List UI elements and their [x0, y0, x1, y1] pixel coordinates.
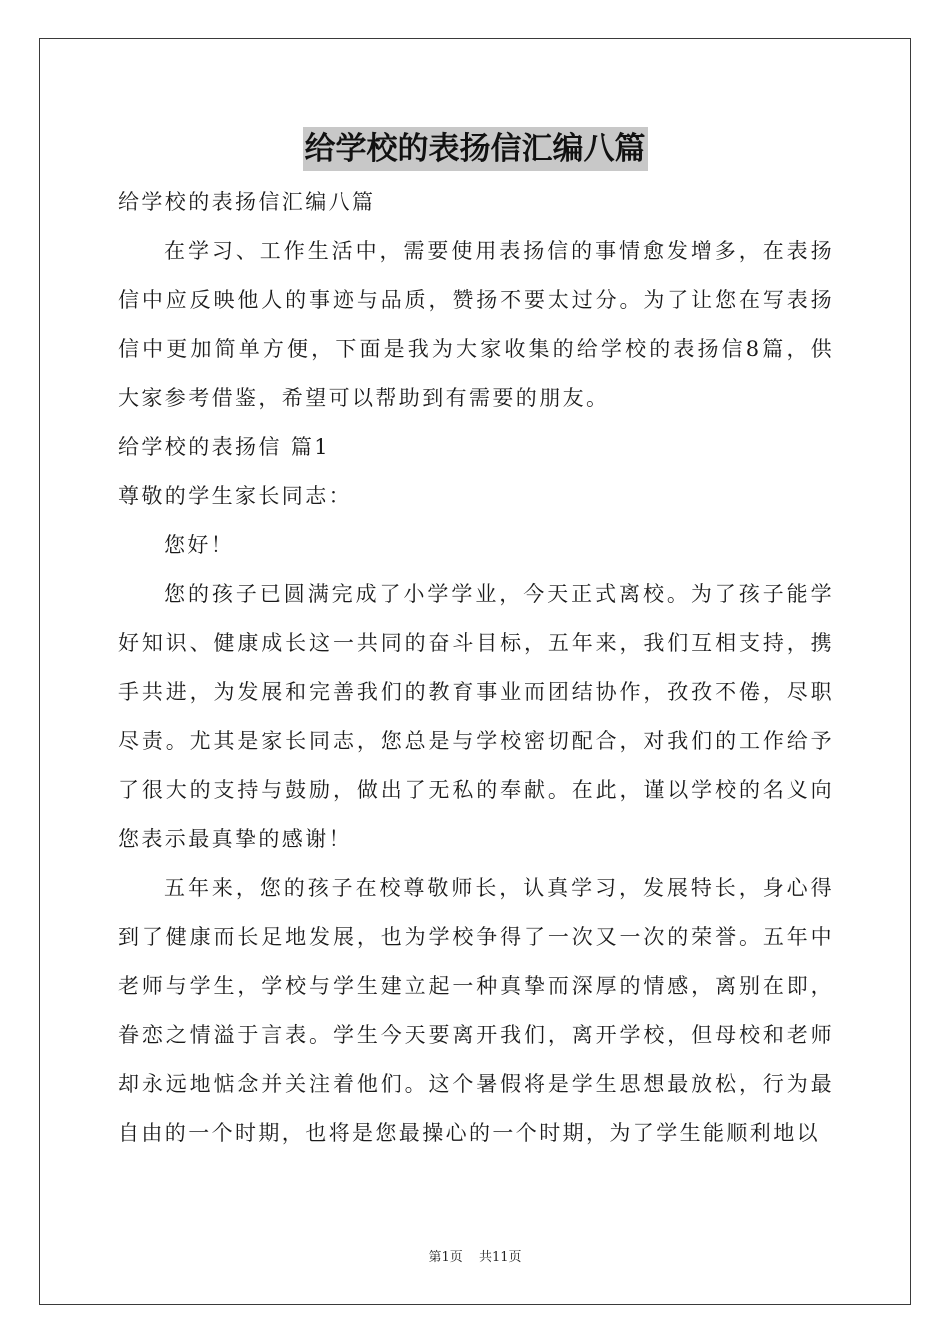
page-number-current: 第1页	[428, 1250, 463, 1265]
page-footer	[0, 1246, 950, 1265]
body-paragraph-2: 五年来，您的孩子在校尊敬师长，认真学习，发展特长，身心得到了健康而长足地发展，也为学校争得了一次又一次的荣誉。五年中老师与学生，学校与学生建立起一种真挚而深厚的情感，离别在即，眷恋之情溢于言表。学生今天要离开我们，离开学校，但母校和老师却永远地惦念并关注着他们。这个暑假将是学生思想最放松，行为最自由的一个时期，也将是您最操心的一个时期，为了学生能顺利地以	[118, 876, 834, 1145]
document-body	[118, 178, 834, 1158]
document-title: 给学校的表扬信汇编八篇	[303, 127, 648, 171]
document-subtitle: 给学校的表扬信汇编八篇	[118, 190, 376, 214]
body-paragraph-1: 您的孩子已圆满完成了小学学业，今天正式离校。为了孩子能学好知识、健康成长这一共同的奋斗目标，五年来，我们互相支持，携手共进，为发展和完善我们的教育事业而团结协作，孜孜不倦，尽职尽责。尤其是家长同志，您总是与学校密切配合，对我们的工作给予了很大的支持与鼓励，做出了无私的奉献。在此，谨以学校的名义向您表示最真挚的感谢！	[118, 582, 834, 851]
page-number-total: 共11页	[478, 1250, 522, 1265]
title-wrap	[0, 127, 950, 171]
greeting: 您好！	[164, 533, 235, 557]
salutation: 尊敬的学生家长同志：	[118, 484, 352, 508]
intro-paragraph: 在学习、工作生活中，需要使用表扬信的事情愈发增多，在表扬信中应反映他人的事迹与品质，赞扬不要太过分。为了让您在写表扬信中更加简单方便，下面是我为大家收集的给学校的表扬信8篇，供大家参考借鉴，希望可以帮助到有需要的朋友。	[118, 239, 834, 410]
section-heading: 给学校的表扬信 篇1	[118, 435, 331, 459]
